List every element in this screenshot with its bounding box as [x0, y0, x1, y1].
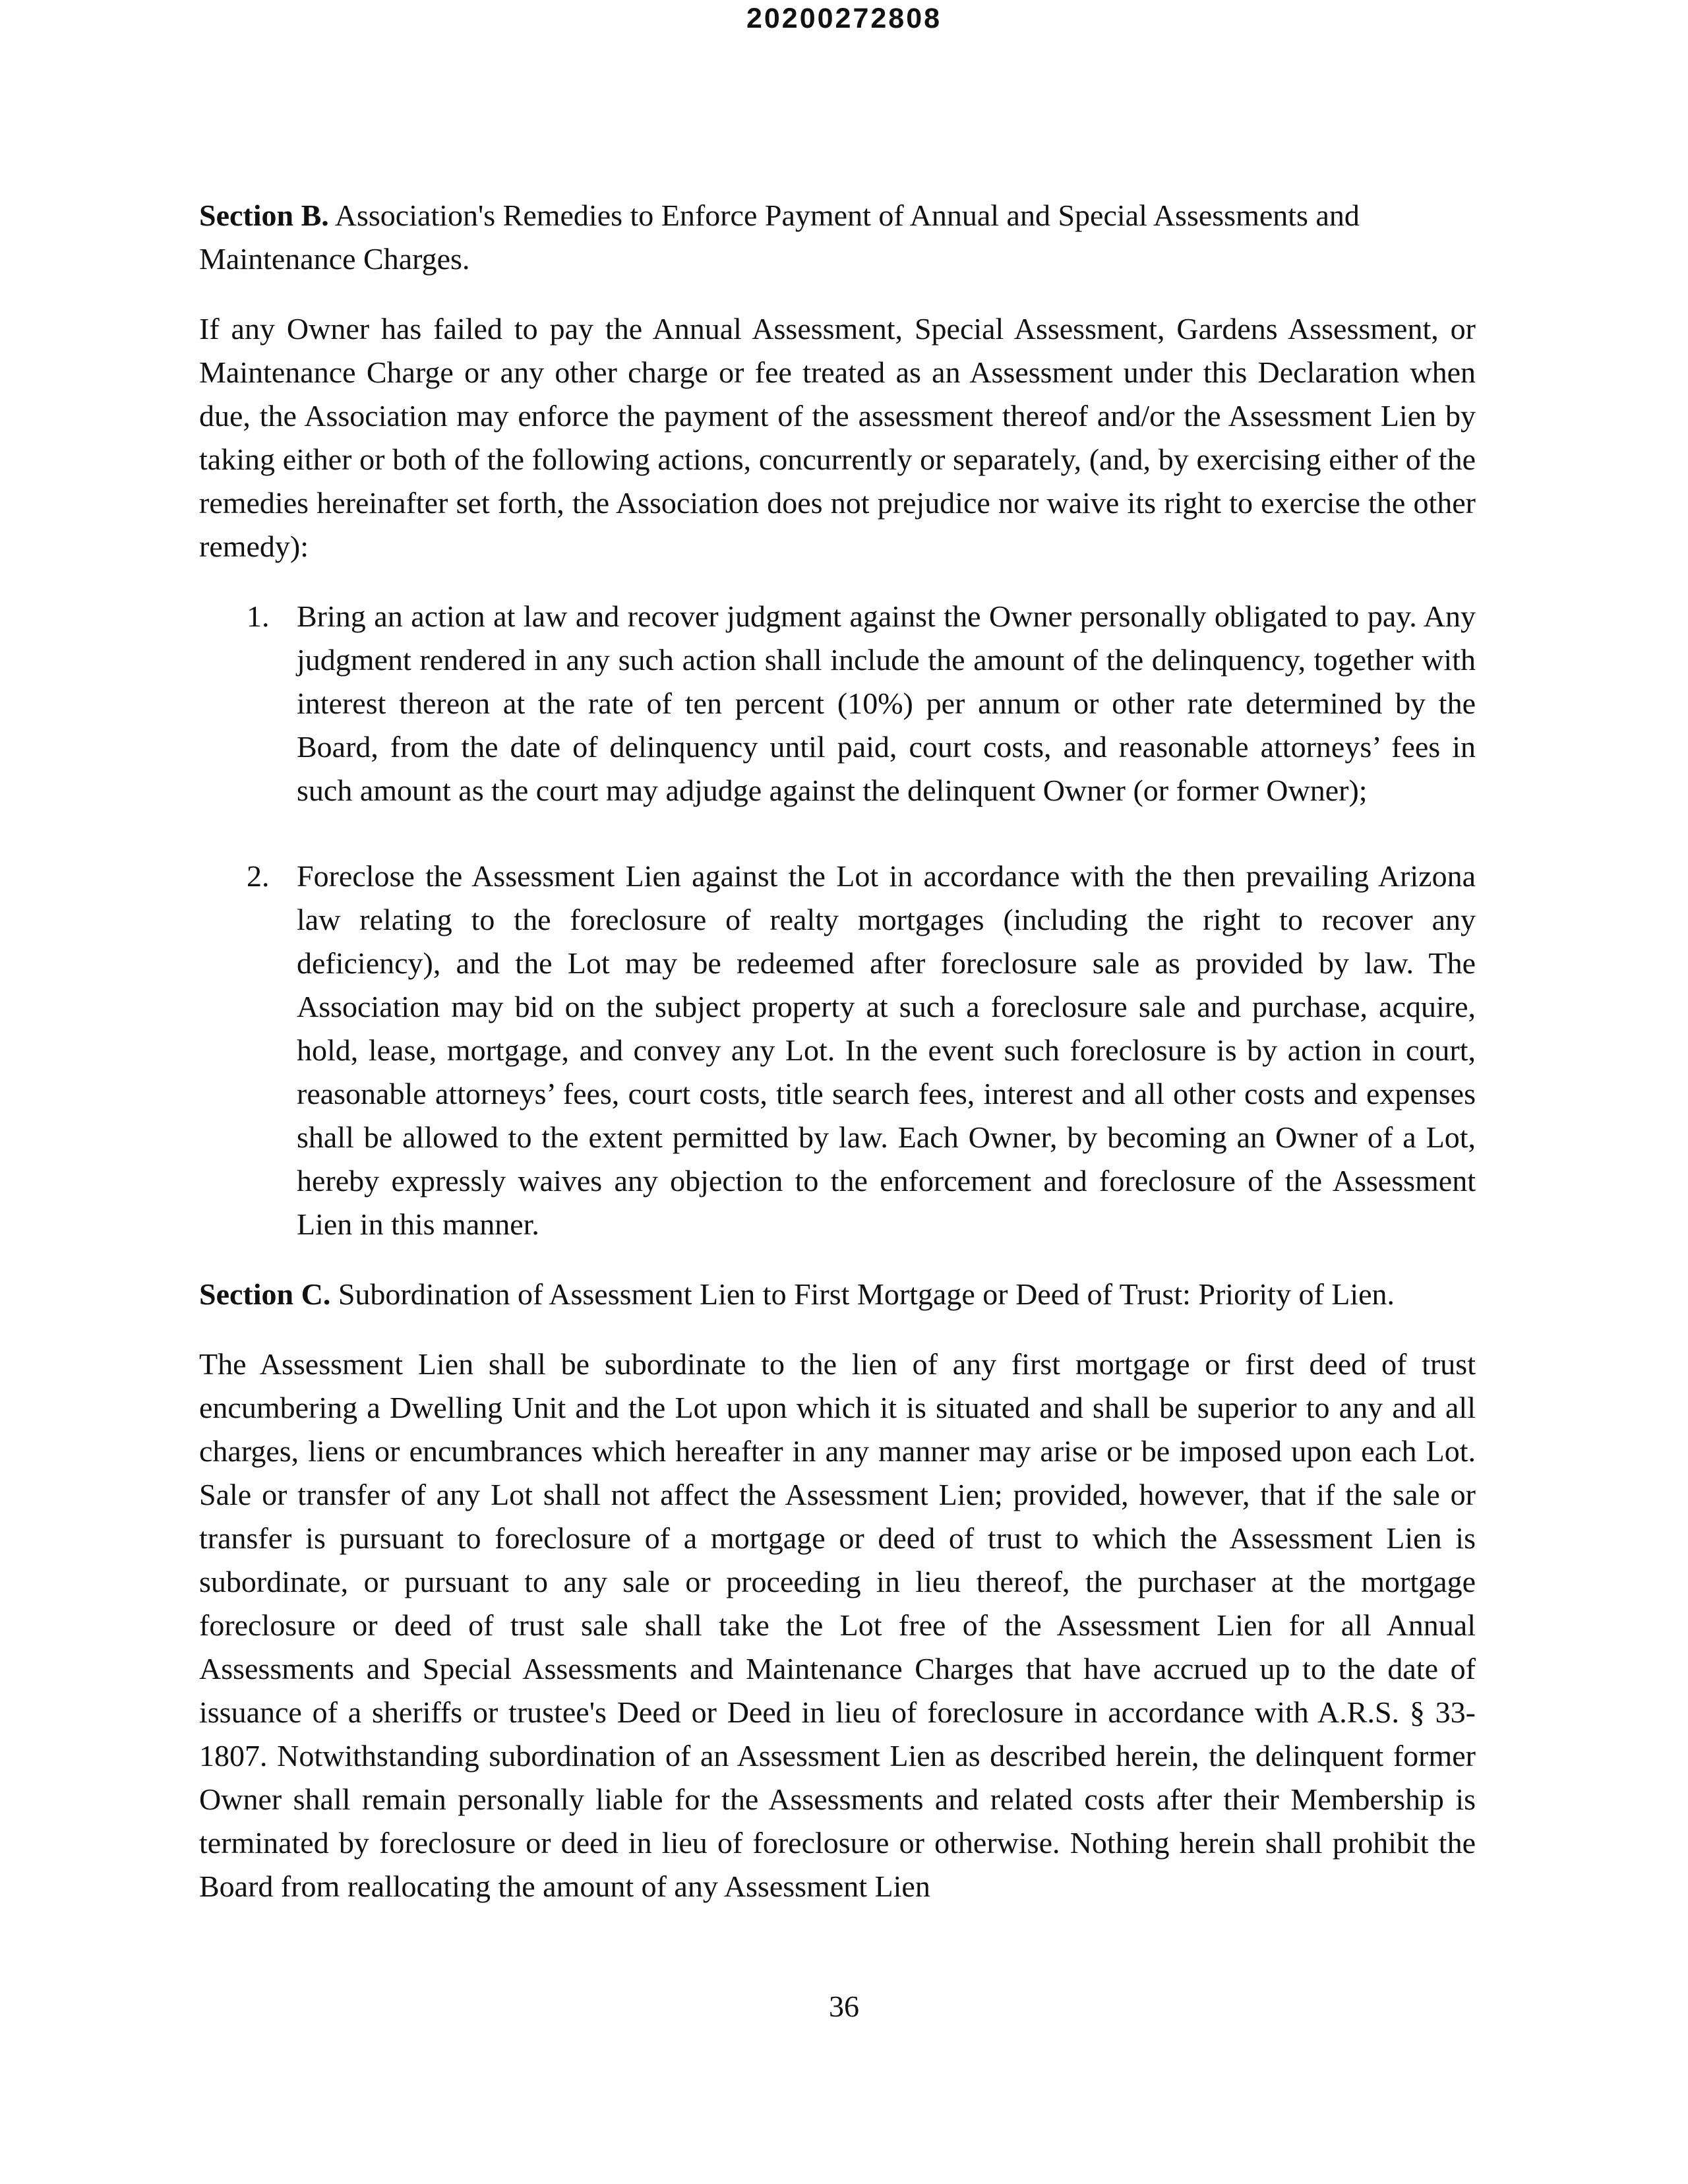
list-item [199, 855, 1476, 1246]
section-c-body: The Assessment Lien shall be subordinate to the lien of any first mortgage or first deed of trust encumbering a Dwelling Unit and the Lot upon which it is situated and shall be superior to any and all charges, liens or encumbrances which hereafter in any manner may arise or be imposed upon each Lot. Sale or transfer of any Lot shall not affect the Assessment Lien; provided, however, that if the sale or transfer is pursuant to foreclosure of a mortgage or deed of trust to which the Assessment Lien is subordinate, or pursuant to any sale or proceeding in lieu thereof, the purchaser at the mortgage foreclosure or deed of trust sale shall take the Lot free of the Assessment Lien for all Annual Assessments and Special Assessments and Maintenance Charges that have accrued up to the date of issuance of a sheriffs or trustee's Deed or Deed in lieu of foreclosure in accordance with A.R.S. § 33-1807. Notwithstanding subordination of an Assessment Lien as described herein, the delinquent former Owner shall remain personally liable for the Assessments and related costs after their Membership is terminated by foreclosure or deed in lieu of foreclosure or otherwise. Nothing herein shall prohibit the Board from reallocating the amount of any Assessment Lien [199, 1347, 1476, 1903]
section-b-heading [199, 194, 1476, 281]
list-item-number: 2. [247, 859, 270, 893]
page-content [199, 194, 1476, 1908]
section-c-label: Section C. [199, 1277, 331, 1311]
page-number: 36 [829, 1989, 859, 2023]
section-b-intro: If any Owner has failed to pay the Annual Assessment, Special Assessment, Gardens Assessment, or Maintenance Charge or any other charge or fee treated as an Assessment under this Declaration when due, the Association may enforce the payment of the assessment thereof and/or the Assessment Lien by taking either or both of the following actions, concurrently or separately, (and, by exercising either of the remedies hereinafter set forth, the Association does not prejudice nor waive its right to exercise the other remedy): [199, 312, 1476, 563]
list-item-number: 1. [247, 599, 270, 633]
section-b-title: Association's Remedies to Enforce Payment of Annual and Special Assessments and Maintenance Charges. [199, 198, 1360, 276]
section-c-title: Subordination of Assessment Lien to First Mortgage or Deed of Trust: Priority of Lien. [338, 1277, 1395, 1311]
list-item-text: Bring an action at law and recover judgment against the Owner personally obligated to pay. Any judgment rendered in any such action shall include the amount of the delinquency, together with interest thereon at the rate of ten percent (10%) per annum or other rate determined by the Board, from the date of delinquency until paid, court costs, and reasonable attorneys’ fees in such amount as the court may adjudge against the delinquent Owner (or former Owner); [297, 599, 1476, 807]
list-item-text: Foreclose the Assessment Lien against the Lot in accordance with the then prevailing Arizona law relating to the foreclosure of realty mortgages (including the right to recover any deficiency), and the Lot may be redeemed after foreclosure sale as provided by law. The Association may bid on the subject property at such a foreclosure sale and purchase, acquire, hold, lease, mortgage, and convey any Lot. In the event such foreclosure is by action in court, reasonable attorneys’ fees, court costs, title search fees, interest and all other costs and expenses shall be allowed to the extent permitted by law. Each Owner, by becoming an Owner of a Lot, hereby expressly waives any objection to the enforcement and foreclosure of the Assessment Lien in this manner. [297, 859, 1476, 1241]
recording-number: 20200272808 [746, 3, 942, 34]
section-b-label: Section B. [199, 198, 329, 232]
remedies-list [199, 595, 1476, 1246]
list-item [199, 595, 1476, 812]
section-c-heading [199, 1273, 1476, 1316]
